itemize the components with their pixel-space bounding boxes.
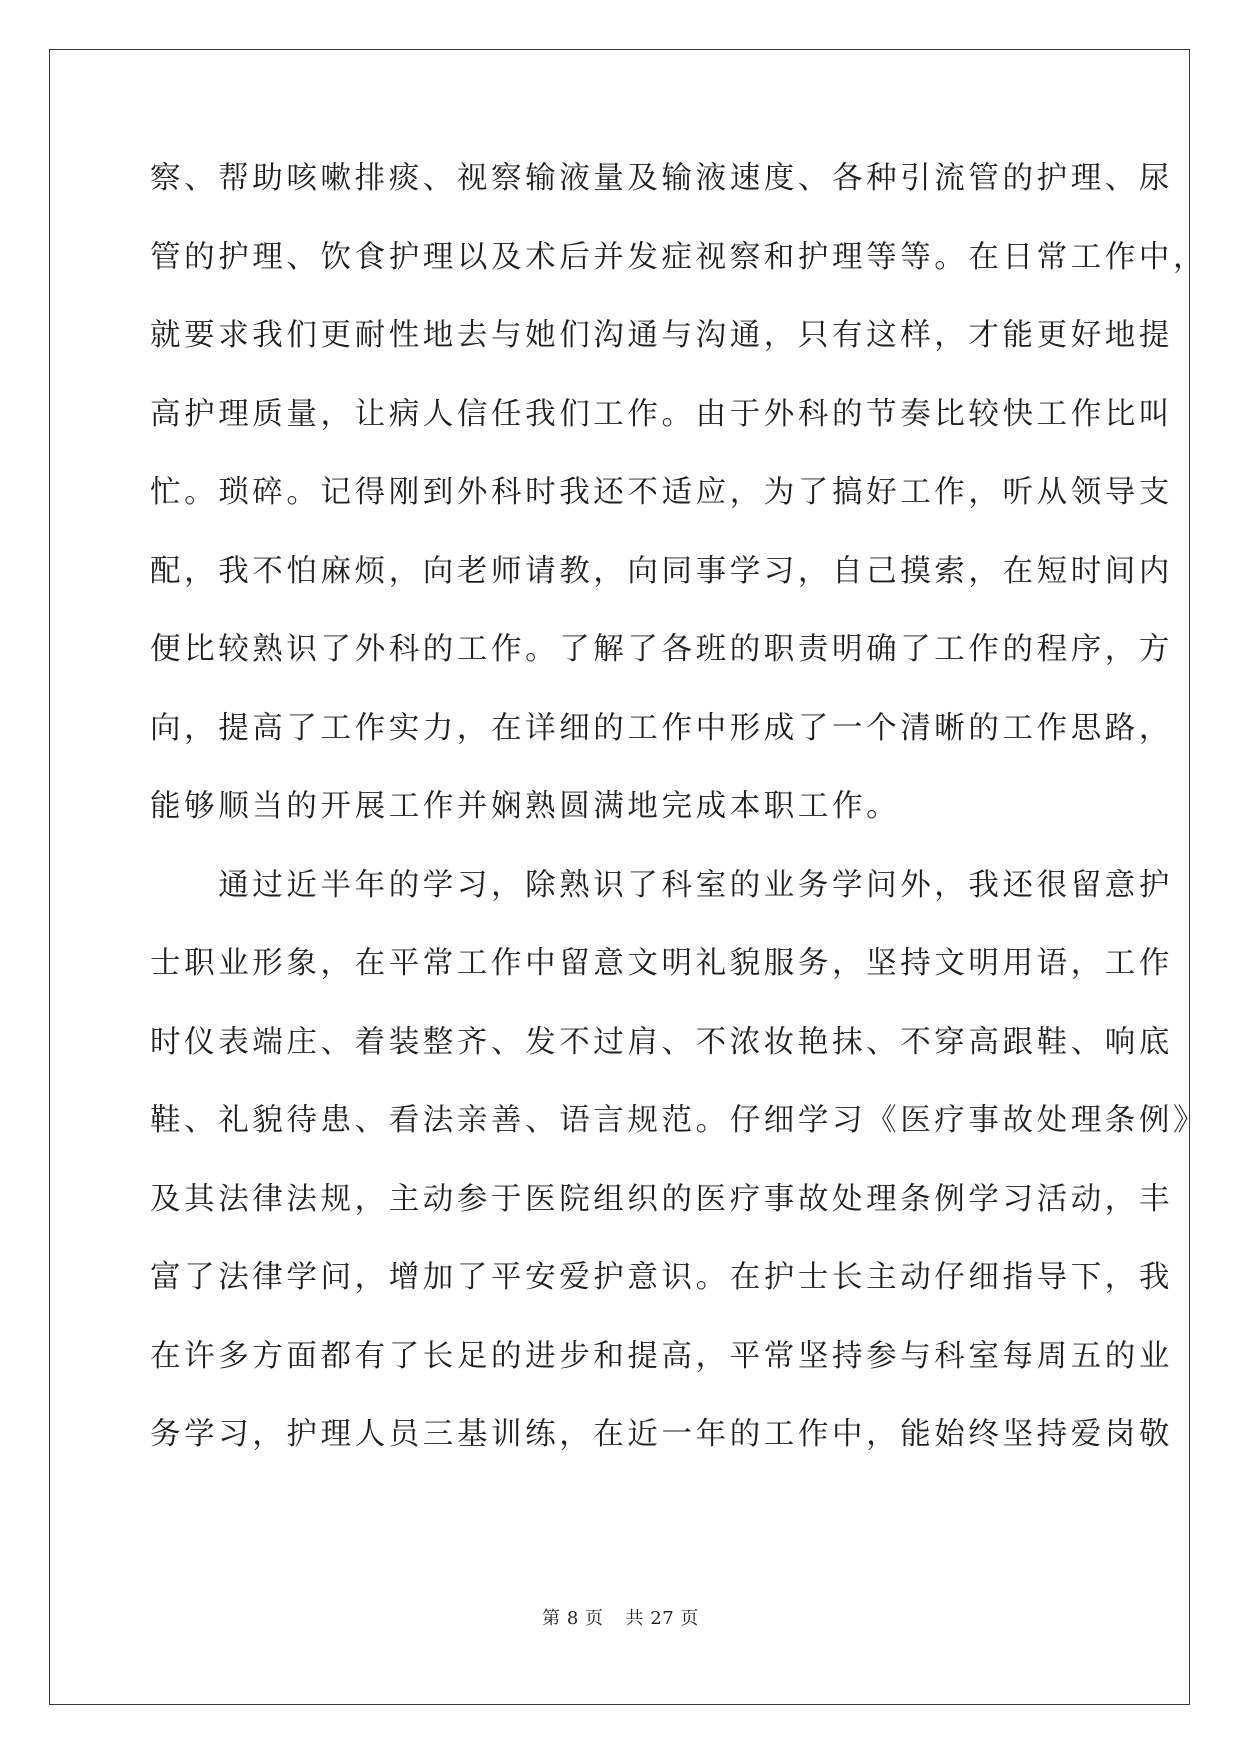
text-line: 通过近半年的学习，除熟识了科室的业务学问外，我还很留意护 xyxy=(150,867,1173,903)
document-body xyxy=(150,150,1208,1485)
text-line: 能够顺当的开展工作并娴熟圆满地完成本职工作。 xyxy=(150,789,901,824)
page-number: 第 8 页 xyxy=(542,1608,604,1629)
text-line: 便比较熟识了外科的工作。了解了各班的职责明确了工作的程序，方 xyxy=(150,632,1173,667)
text-line: 管的护理、饮食护理以及术后并发症视察和护理等等。在日常工作中， xyxy=(150,239,1208,275)
text-line: 士职业形象，在平常工作中留意文明礼貌服务，坚持文明用语，工作 xyxy=(150,946,1173,981)
text-line: 在许多方面都有了长足的进步和提高，平常坚持参与科室每周五的业 xyxy=(150,1338,1173,1374)
text-line: 时仪表端庄、着装整齐、发不过肩、不浓妆艳抹、不穿高跟鞋、响底 xyxy=(150,1024,1173,1060)
text-line: 忙。琐碎。记得刚到外科时我还不适应，为了搞好工作，听从领导支 xyxy=(150,475,1173,510)
text-line: 务学习，护理人员三基训练，在近一年的工作中，能始终坚持爱岗敬 xyxy=(150,1417,1173,1452)
text-line: 向，提高了工作实力，在详细的工作中形成了一个清晰的工作思路， xyxy=(150,710,1173,746)
text-line: 及其法律法规，主动参于医院组织的医疗事故处理条例学习活动，丰 xyxy=(150,1181,1173,1217)
page-total: 共 27 页 xyxy=(625,1608,699,1629)
text-line: 鞋、礼貌待患、看法亲善、语言规范。仔细学习《医疗事故处理条例》 xyxy=(150,1103,1208,1138)
text-line: 富了法律学问，增加了平安爱护意识。在护士长主动仔细指导下，我 xyxy=(150,1260,1173,1295)
text-line: 配，我不怕麻烦，向老师请教，向同事学习，自己摸索，在短时间内 xyxy=(150,553,1173,589)
page-footer xyxy=(0,1604,1241,1630)
text-line: 就要求我们更耐性地去与她们沟通与沟通，只有这样，才能更好地提 xyxy=(150,318,1173,353)
text-line: 高护理质量，让病人信任我们工作。由于外科的节奏比较快工作比叫 xyxy=(150,396,1173,432)
text-line: 察、帮助咳嗽排痰、视察输液量及输液速度、各种引流管的护理、尿 xyxy=(150,161,1173,196)
